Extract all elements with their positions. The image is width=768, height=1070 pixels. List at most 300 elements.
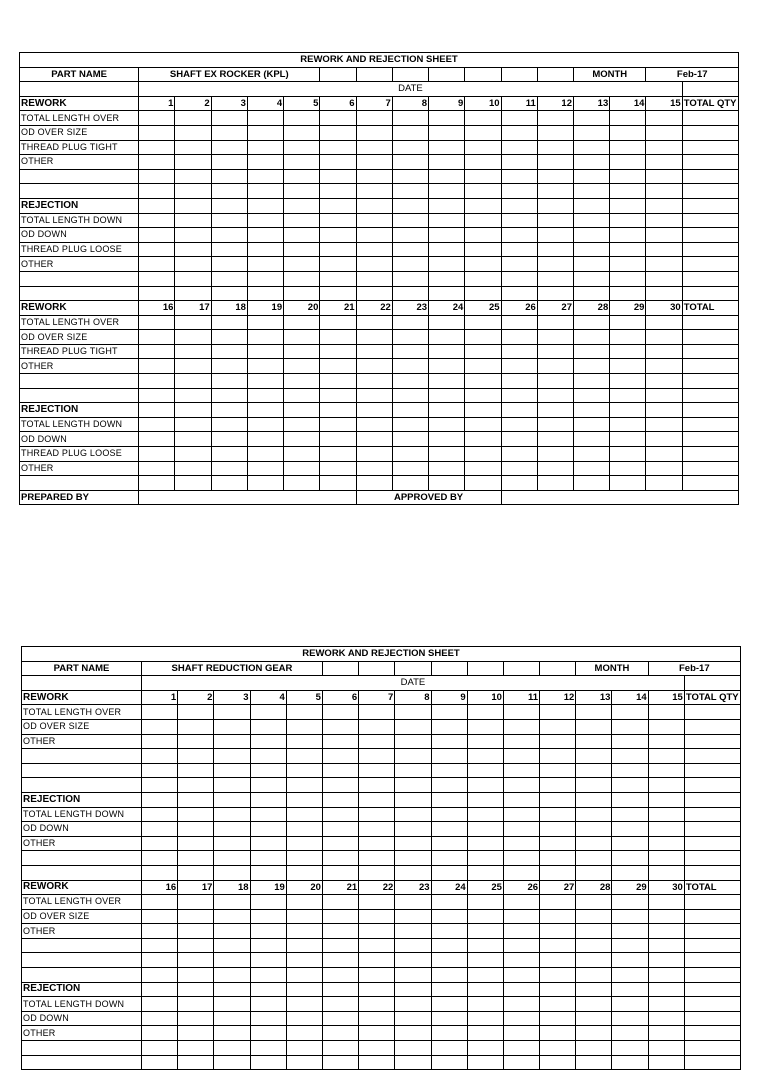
entry-cell[interactable]	[646, 169, 682, 184]
entry-cell[interactable]	[139, 140, 175, 155]
entry-cell[interactable]	[286, 1055, 322, 1070]
total-cell[interactable]	[684, 749, 740, 764]
entry-cell[interactable]	[392, 359, 428, 374]
entry-cell[interactable]	[178, 924, 214, 939]
entry-cell[interactable]	[576, 822, 612, 837]
entry-cell[interactable]	[139, 461, 175, 476]
entry-cell[interactable]	[574, 213, 610, 228]
total-cell[interactable]	[684, 865, 740, 880]
entry-cell[interactable]	[576, 734, 612, 749]
entry-cell[interactable]	[395, 895, 431, 910]
entry-cell[interactable]	[320, 403, 356, 418]
entry-cell[interactable]	[250, 836, 286, 851]
entry-cell[interactable]	[612, 953, 648, 968]
entry-cell[interactable]	[429, 388, 465, 403]
entry-cell[interactable]	[211, 198, 247, 213]
entry-cell[interactable]	[139, 388, 175, 403]
entry-cell[interactable]	[612, 997, 648, 1012]
entry-cell[interactable]	[431, 865, 467, 880]
entry-cell[interactable]	[429, 228, 465, 243]
entry-cell[interactable]	[646, 228, 682, 243]
entry-cell[interactable]	[537, 198, 573, 213]
entry-cell[interactable]	[540, 719, 576, 734]
entry-cell[interactable]	[247, 476, 283, 491]
total-cell[interactable]	[684, 953, 740, 968]
entry-cell[interactable]	[574, 286, 610, 301]
entry-cell[interactable]	[356, 257, 392, 272]
entry-cell[interactable]	[139, 125, 175, 140]
entry-cell[interactable]	[211, 169, 247, 184]
entry-cell[interactable]	[501, 447, 537, 462]
entry-cell[interactable]	[211, 403, 247, 418]
entry-cell[interactable]	[646, 417, 682, 432]
entry-cell[interactable]	[503, 982, 539, 997]
entry-cell[interactable]	[429, 359, 465, 374]
entry-cell[interactable]	[467, 778, 503, 793]
entry-cell[interactable]	[465, 67, 501, 82]
entry-cell[interactable]	[356, 67, 392, 82]
entry-cell[interactable]	[211, 228, 247, 243]
total-cell[interactable]	[684, 997, 740, 1012]
total-cell[interactable]	[682, 213, 738, 228]
entry-cell[interactable]	[501, 257, 537, 272]
entry-cell[interactable]	[612, 865, 648, 880]
entry-cell[interactable]	[250, 705, 286, 720]
entry-cell[interactable]	[537, 242, 573, 257]
entry-cell[interactable]	[322, 997, 358, 1012]
entry-cell[interactable]	[648, 909, 684, 924]
entry-cell[interactable]	[612, 778, 648, 793]
entry-cell[interactable]	[139, 359, 175, 374]
total-cell[interactable]	[682, 330, 738, 345]
entry-cell[interactable]	[501, 432, 537, 447]
entry-cell[interactable]	[322, 953, 358, 968]
entry-cell[interactable]	[320, 125, 356, 140]
entry-cell[interactable]	[503, 968, 539, 983]
entry-cell[interactable]	[392, 111, 428, 126]
entry-cell[interactable]	[610, 403, 646, 418]
total-cell[interactable]	[682, 111, 738, 126]
entry-cell[interactable]	[465, 169, 501, 184]
entry-cell[interactable]	[537, 125, 573, 140]
entry-cell[interactable]	[392, 432, 428, 447]
entry-cell[interactable]	[286, 705, 322, 720]
entry-cell[interactable]	[320, 257, 356, 272]
entry-cell[interactable]	[211, 286, 247, 301]
entry-cell[interactable]	[392, 374, 428, 389]
total-cell[interactable]	[682, 403, 738, 418]
entry-cell[interactable]	[139, 447, 175, 462]
entry-cell[interactable]	[247, 359, 283, 374]
total-cell[interactable]	[682, 447, 738, 462]
entry-cell[interactable]	[175, 447, 211, 462]
entry-cell[interactable]	[395, 734, 431, 749]
entry-cell[interactable]	[139, 228, 175, 243]
entry-cell[interactable]	[392, 315, 428, 330]
entry-cell[interactable]	[648, 749, 684, 764]
entry-cell[interactable]	[139, 432, 175, 447]
entry-cell[interactable]	[537, 476, 573, 491]
approved-by-field[interactable]	[501, 490, 738, 505]
entry-cell[interactable]	[175, 359, 211, 374]
entry-cell[interactable]	[501, 184, 537, 199]
entry-cell[interactable]	[175, 476, 211, 491]
entry-cell[interactable]	[286, 807, 322, 822]
entry-cell[interactable]	[429, 476, 465, 491]
entry-cell[interactable]	[359, 661, 395, 676]
entry-cell[interactable]	[395, 968, 431, 983]
entry-cell[interactable]	[250, 895, 286, 910]
entry-cell[interactable]	[648, 1041, 684, 1056]
total-cell[interactable]	[684, 909, 740, 924]
entry-cell[interactable]	[537, 67, 573, 82]
entry-cell[interactable]	[286, 1026, 322, 1041]
entry-cell[interactable]	[247, 228, 283, 243]
entry-cell[interactable]	[431, 997, 467, 1012]
total-cell[interactable]	[684, 719, 740, 734]
entry-cell[interactable]	[284, 286, 320, 301]
entry-cell[interactable]	[250, 938, 286, 953]
entry-cell[interactable]	[142, 997, 178, 1012]
entry-cell[interactable]	[646, 198, 682, 213]
entry-cell[interactable]	[214, 968, 250, 983]
total-cell[interactable]	[684, 734, 740, 749]
entry-cell[interactable]	[465, 242, 501, 257]
entry-cell[interactable]	[576, 1026, 612, 1041]
entry-cell[interactable]	[322, 661, 358, 676]
entry-cell[interactable]	[142, 851, 178, 866]
entry-cell[interactable]	[501, 242, 537, 257]
entry-cell[interactable]	[540, 836, 576, 851]
entry-cell[interactable]	[574, 184, 610, 199]
entry-cell[interactable]	[501, 417, 537, 432]
entry-cell[interactable]	[175, 432, 211, 447]
entry-cell[interactable]	[247, 315, 283, 330]
entry-cell[interactable]	[612, 822, 648, 837]
entry-cell[interactable]	[610, 476, 646, 491]
entry-cell[interactable]	[284, 140, 320, 155]
entry-cell[interactable]	[356, 111, 392, 126]
entry-cell[interactable]	[646, 315, 682, 330]
entry-cell[interactable]	[178, 822, 214, 837]
entry-cell[interactable]	[610, 111, 646, 126]
entry-cell[interactable]	[467, 924, 503, 939]
entry-cell[interactable]	[320, 374, 356, 389]
entry-cell[interactable]	[322, 865, 358, 880]
entry-cell[interactable]	[178, 705, 214, 720]
entry-cell[interactable]	[247, 388, 283, 403]
entry-cell[interactable]	[501, 198, 537, 213]
entry-cell[interactable]	[356, 359, 392, 374]
entry-cell[interactable]	[356, 125, 392, 140]
entry-cell[interactable]	[503, 865, 539, 880]
entry-cell[interactable]	[142, 763, 178, 778]
entry-cell[interactable]	[284, 476, 320, 491]
entry-cell[interactable]	[359, 734, 395, 749]
entry-cell[interactable]	[646, 344, 682, 359]
entry-cell[interactable]	[247, 125, 283, 140]
entry-cell[interactable]	[574, 242, 610, 257]
entry-cell[interactable]	[429, 403, 465, 418]
entry-cell[interactable]	[648, 895, 684, 910]
entry-cell[interactable]	[322, 763, 358, 778]
entry-cell[interactable]	[359, 719, 395, 734]
entry-cell[interactable]	[395, 865, 431, 880]
entry-cell[interactable]	[395, 982, 431, 997]
entry-cell[interactable]	[250, 997, 286, 1012]
entry-cell[interactable]	[648, 719, 684, 734]
entry-cell[interactable]	[142, 1026, 178, 1041]
entry-cell[interactable]	[431, 778, 467, 793]
entry-cell[interactable]	[540, 924, 576, 939]
entry-cell[interactable]	[537, 169, 573, 184]
total-cell[interactable]	[684, 895, 740, 910]
entry-cell[interactable]	[286, 836, 322, 851]
entry-cell[interactable]	[537, 140, 573, 155]
entry-cell[interactable]	[537, 417, 573, 432]
entry-cell[interactable]	[211, 184, 247, 199]
entry-cell[interactable]	[142, 719, 178, 734]
entry-cell[interactable]	[214, 865, 250, 880]
entry-cell[interactable]	[211, 140, 247, 155]
entry-cell[interactable]	[139, 476, 175, 491]
entry-cell[interactable]	[610, 374, 646, 389]
entry-cell[interactable]	[211, 111, 247, 126]
entry-cell[interactable]	[503, 836, 539, 851]
entry-cell[interactable]	[284, 271, 320, 286]
entry-cell[interactable]	[429, 344, 465, 359]
entry-cell[interactable]	[284, 125, 320, 140]
entry-cell[interactable]	[359, 705, 395, 720]
entry-cell[interactable]	[214, 1055, 250, 1070]
entry-cell[interactable]	[574, 359, 610, 374]
entry-cell[interactable]	[465, 359, 501, 374]
entry-cell[interactable]	[214, 807, 250, 822]
entry-cell[interactable]	[211, 374, 247, 389]
entry-cell[interactable]	[359, 778, 395, 793]
entry-cell[interactable]	[612, 982, 648, 997]
entry-cell[interactable]	[175, 140, 211, 155]
total-cell[interactable]	[684, 1041, 740, 1056]
entry-cell[interactable]	[395, 778, 431, 793]
entry-cell[interactable]	[356, 476, 392, 491]
entry-cell[interactable]	[465, 125, 501, 140]
entry-cell[interactable]	[540, 1026, 576, 1041]
entry-cell[interactable]	[320, 461, 356, 476]
entry-cell[interactable]	[139, 155, 175, 170]
entry-cell[interactable]	[574, 125, 610, 140]
entry-cell[interactable]	[356, 330, 392, 345]
entry-cell[interactable]	[429, 271, 465, 286]
entry-cell[interactable]	[648, 705, 684, 720]
entry-cell[interactable]	[139, 184, 175, 199]
entry-cell[interactable]	[286, 851, 322, 866]
entry-cell[interactable]	[540, 895, 576, 910]
entry-cell[interactable]	[286, 1041, 322, 1056]
entry-cell[interactable]	[142, 924, 178, 939]
entry-cell[interactable]	[356, 388, 392, 403]
entry-cell[interactable]	[392, 257, 428, 272]
entry-cell[interactable]	[574, 476, 610, 491]
entry-cell[interactable]	[178, 792, 214, 807]
entry-cell[interactable]	[142, 895, 178, 910]
entry-cell[interactable]	[612, 807, 648, 822]
entry-cell[interactable]	[576, 909, 612, 924]
entry-cell[interactable]	[359, 1055, 395, 1070]
entry-cell[interactable]	[465, 476, 501, 491]
entry-cell[interactable]	[503, 938, 539, 953]
entry-cell[interactable]	[284, 242, 320, 257]
entry-cell[interactable]	[392, 417, 428, 432]
entry-cell[interactable]	[322, 807, 358, 822]
entry-cell[interactable]	[395, 997, 431, 1012]
entry-cell[interactable]	[648, 836, 684, 851]
entry-cell[interactable]	[501, 315, 537, 330]
entry-cell[interactable]	[178, 719, 214, 734]
entry-cell[interactable]	[211, 125, 247, 140]
entry-cell[interactable]	[646, 140, 682, 155]
entry-cell[interactable]	[503, 661, 539, 676]
entry-cell[interactable]	[178, 763, 214, 778]
entry-cell[interactable]	[503, 763, 539, 778]
entry-cell[interactable]	[356, 242, 392, 257]
entry-cell[interactable]	[356, 271, 392, 286]
entry-cell[interactable]	[501, 155, 537, 170]
entry-cell[interactable]	[610, 417, 646, 432]
entry-cell[interactable]	[392, 198, 428, 213]
entry-cell[interactable]	[576, 792, 612, 807]
entry-cell[interactable]	[211, 242, 247, 257]
total-cell[interactable]	[682, 140, 738, 155]
entry-cell[interactable]	[467, 792, 503, 807]
entry-cell[interactable]	[139, 403, 175, 418]
total-cell[interactable]	[682, 432, 738, 447]
entry-cell[interactable]	[467, 763, 503, 778]
entry-cell[interactable]	[247, 447, 283, 462]
total-cell[interactable]	[682, 169, 738, 184]
entry-cell[interactable]	[142, 705, 178, 720]
total-cell[interactable]	[682, 271, 738, 286]
entry-cell[interactable]	[612, 792, 648, 807]
entry-cell[interactable]	[610, 344, 646, 359]
entry-cell[interactable]	[612, 763, 648, 778]
entry-cell[interactable]	[250, 1026, 286, 1041]
entry-cell[interactable]	[322, 822, 358, 837]
entry-cell[interactable]	[503, 909, 539, 924]
entry-cell[interactable]	[392, 125, 428, 140]
entry-cell[interactable]	[286, 865, 322, 880]
entry-cell[interactable]	[356, 198, 392, 213]
entry-cell[interactable]	[648, 982, 684, 997]
entry-cell[interactable]	[648, 1026, 684, 1041]
entry-cell[interactable]	[284, 374, 320, 389]
entry-cell[interactable]	[320, 476, 356, 491]
entry-cell[interactable]	[359, 807, 395, 822]
entry-cell[interactable]	[576, 763, 612, 778]
entry-cell[interactable]	[612, 909, 648, 924]
entry-cell[interactable]	[431, 968, 467, 983]
entry-cell[interactable]	[610, 257, 646, 272]
entry-cell[interactable]	[576, 807, 612, 822]
total-cell[interactable]	[682, 344, 738, 359]
entry-cell[interactable]	[356, 286, 392, 301]
entry-cell[interactable]	[576, 997, 612, 1012]
entry-cell[interactable]	[142, 982, 178, 997]
entry-cell[interactable]	[610, 359, 646, 374]
entry-cell[interactable]	[612, 734, 648, 749]
entry-cell[interactable]	[429, 447, 465, 462]
total-cell[interactable]	[684, 924, 740, 939]
entry-cell[interactable]	[175, 242, 211, 257]
entry-cell[interactable]	[465, 198, 501, 213]
entry-cell[interactable]	[540, 661, 576, 676]
entry-cell[interactable]	[429, 417, 465, 432]
entry-cell[interactable]	[540, 705, 576, 720]
entry-cell[interactable]	[320, 111, 356, 126]
entry-cell[interactable]	[537, 257, 573, 272]
entry-cell[interactable]	[178, 734, 214, 749]
entry-cell[interactable]	[142, 749, 178, 764]
entry-cell[interactable]	[392, 447, 428, 462]
entry-cell[interactable]	[322, 851, 358, 866]
entry-cell[interactable]	[537, 213, 573, 228]
entry-cell[interactable]	[286, 734, 322, 749]
entry-cell[interactable]	[286, 792, 322, 807]
entry-cell[interactable]	[429, 213, 465, 228]
entry-cell[interactable]	[284, 155, 320, 170]
entry-cell[interactable]	[356, 213, 392, 228]
entry-cell[interactable]	[646, 213, 682, 228]
entry-cell[interactable]	[503, 851, 539, 866]
entry-cell[interactable]	[211, 257, 247, 272]
entry-cell[interactable]	[610, 169, 646, 184]
entry-cell[interactable]	[503, 1041, 539, 1056]
entry-cell[interactable]	[247, 417, 283, 432]
entry-cell[interactable]	[431, 909, 467, 924]
entry-cell[interactable]	[392, 403, 428, 418]
total-cell[interactable]	[682, 417, 738, 432]
entry-cell[interactable]	[467, 909, 503, 924]
entry-cell[interactable]	[392, 184, 428, 199]
entry-cell[interactable]	[503, 792, 539, 807]
entry-cell[interactable]	[320, 344, 356, 359]
total-cell[interactable]	[684, 705, 740, 720]
entry-cell[interactable]	[574, 257, 610, 272]
entry-cell[interactable]	[537, 228, 573, 243]
entry-cell[interactable]	[175, 315, 211, 330]
entry-cell[interactable]	[284, 213, 320, 228]
entry-cell[interactable]	[286, 938, 322, 953]
entry-cell[interactable]	[359, 763, 395, 778]
entry-cell[interactable]	[284, 403, 320, 418]
entry-cell[interactable]	[139, 257, 175, 272]
entry-cell[interactable]	[175, 388, 211, 403]
entry-cell[interactable]	[178, 968, 214, 983]
entry-cell[interactable]	[359, 909, 395, 924]
entry-cell[interactable]	[610, 125, 646, 140]
entry-cell[interactable]	[501, 140, 537, 155]
entry-cell[interactable]	[211, 447, 247, 462]
entry-cell[interactable]	[467, 1055, 503, 1070]
entry-cell[interactable]	[395, 938, 431, 953]
entry-cell[interactable]	[392, 169, 428, 184]
entry-cell[interactable]	[576, 749, 612, 764]
total-cell[interactable]	[684, 792, 740, 807]
entry-cell[interactable]	[214, 895, 250, 910]
entry-cell[interactable]	[612, 924, 648, 939]
entry-cell[interactable]	[574, 198, 610, 213]
entry-cell[interactable]	[465, 447, 501, 462]
